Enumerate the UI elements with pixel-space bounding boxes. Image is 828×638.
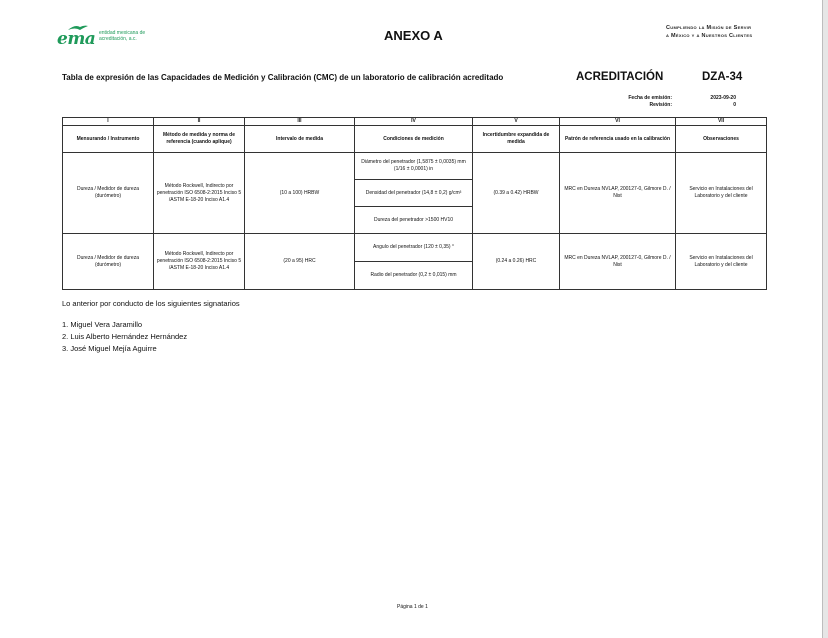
condition-cell: Dureza del penetrador >1500 HV10 (355, 207, 473, 234)
cmc-table (62, 117, 767, 290)
logo-mark: ema (57, 29, 96, 49)
logo-text: entidad mexicana de acreditación, a.c. (99, 30, 146, 42)
accreditation-code: DZA-34 (702, 71, 743, 83)
uncertainty-cell: (0.24 a 0.26) HRC (473, 234, 560, 290)
signers-intro: Lo anterior por conducto de los siguientes signatarios (62, 299, 240, 308)
issue-date: 2023-09-20 (710, 95, 736, 101)
slogan-line-2: a México y a Nuestros Clientes (666, 33, 753, 39)
column-header: Condiciones de medición (355, 126, 473, 153)
table-row (63, 153, 767, 180)
signer-item: 2. Luis Alberto Hernández Hernández (62, 332, 188, 341)
method-cell: Método Rockwell, Indirecto por penetración ISO 6508-2:2015 Inciso 5 /ASTM E-18-20 Inciso A1.4 (154, 234, 245, 290)
column-number: V (473, 118, 560, 126)
reference-cell: MRC en Dureza NVLAP, 200127-0, Gilmore D. / Nist (560, 153, 676, 234)
signer-item: 1. Miguel Vera Jaramillo (62, 320, 143, 329)
column-header: Patrón de referencia usado en la calibración (560, 126, 676, 153)
column-header: Intervalo de medida (245, 126, 355, 153)
ema-logo (57, 24, 167, 50)
column-header: Observaciones (676, 126, 767, 153)
measurand-cell: Dureza / Medidor de dureza (durómetro) (63, 153, 154, 234)
column-number: IV (355, 118, 473, 126)
column-number: VII (676, 118, 767, 126)
column-header: Método de medida y norma de referencia (cuando aplique) (154, 126, 245, 153)
table-header-row (63, 126, 767, 153)
condition-cell: Angulo del penetrador (120 ± 0,35) ° (355, 234, 473, 262)
method-cell: Método Rockwell, Indirecto por penetración ISO 6508-2:2015 Inciso 5 /ASTM E-18-20 Inciso A1.4 (154, 153, 245, 234)
scrollbar[interactable] (823, 0, 828, 638)
notes-cell: Servicio en Instalaciones del Laboratorio y del cliente (676, 234, 767, 290)
measurand-cell: Dureza / Medidor de dureza (durómetro) (63, 234, 154, 290)
slogan-line-1: Cumpliendo la Misión de Servir (666, 25, 752, 31)
condition-cell: Diámetro del penetrador (1,5875 ± 0,0035) mm (1/16 ± 0,0001) in (355, 153, 473, 180)
annex-title: ANEXO A (384, 28, 443, 43)
column-number: III (245, 118, 355, 126)
reference-cell: MRC en Dureza NVLAP, 200127-0, Gilmore D. / Nist (560, 234, 676, 290)
column-header: Incertidumbre expandida de medida (473, 126, 560, 153)
uncertainty-cell: (0.39 a 0.42) HRBW (473, 153, 560, 234)
range-cell: (10 a 100) HRBW (245, 153, 355, 234)
column-number: I (63, 118, 154, 126)
issue-date-label: Fecha de emisión: (628, 95, 672, 101)
document-subtitle: Tabla de expresión de las Capacidades de Medición y Calibración (CMC) de un laboratorio de calibración acreditado (62, 73, 504, 82)
signer-item: 3. José Miguel Mejía Aguirre (62, 344, 157, 353)
column-header: Mensurando / Instrumento (63, 126, 154, 153)
column-number: II (154, 118, 245, 126)
notes-cell: Servicio en Instalaciones del Laboratorio y del cliente (676, 153, 767, 234)
slogan (666, 24, 796, 40)
condition-cell: Densidad del penetrador (14,8 ± 0,2) g/cm³ (355, 180, 473, 207)
table-roman-row (63, 118, 767, 126)
revision-value: 0 (733, 102, 736, 108)
column-number: VI (560, 118, 676, 126)
table-row (63, 234, 767, 262)
page-number: Página 1 de 1 (397, 604, 428, 610)
revision-label: Revisión: (649, 102, 672, 108)
condition-cell: Radio del penetrador (0,2 ± 0,015) mm (355, 262, 473, 290)
accreditation-label: ACREDITACIÓN (576, 71, 664, 83)
range-cell: (20 a 95) HRC (245, 234, 355, 290)
